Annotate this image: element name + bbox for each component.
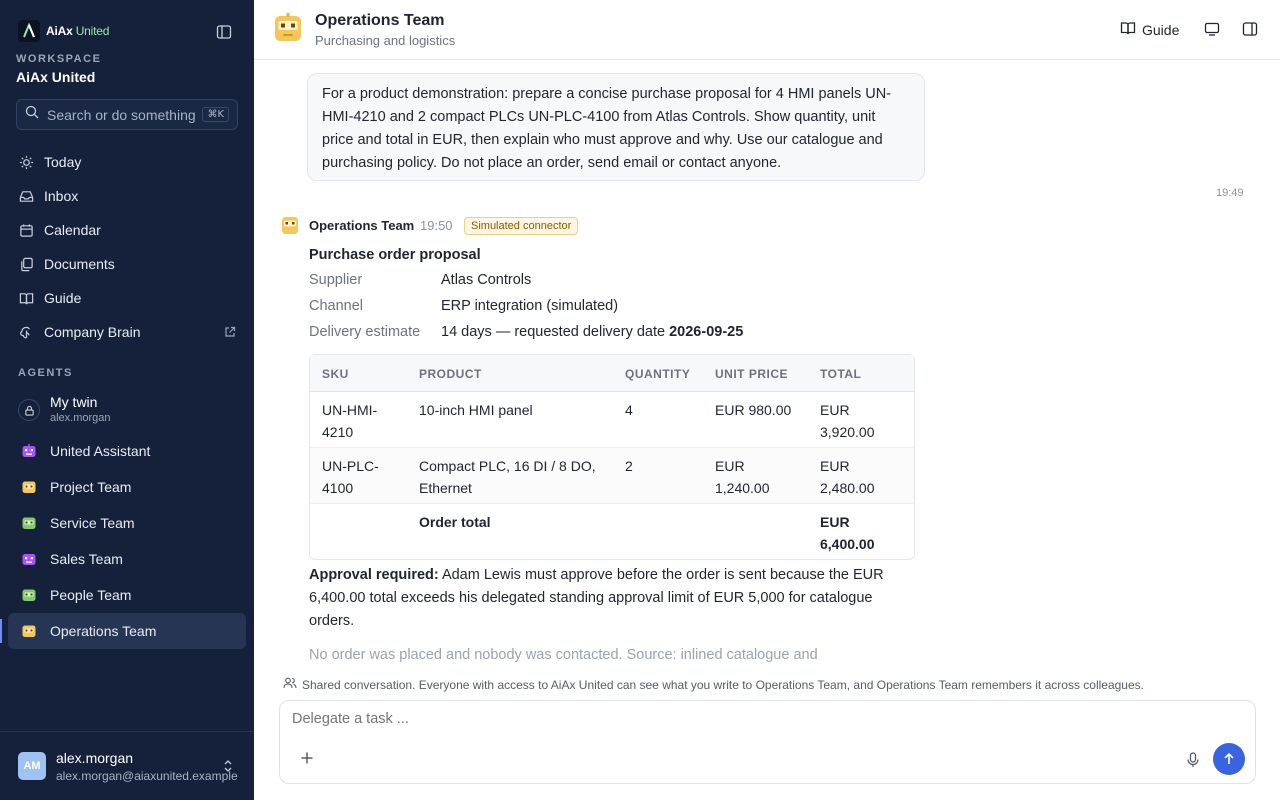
composer [279,700,1256,784]
cell-unit-price: EUR 980.00 [715,402,792,418]
robot-avatar-icon [20,586,38,604]
cell-total: EUR 2,480.00 [820,458,875,496]
arrow-up-icon [1222,752,1236,766]
delivery-label: Delivery estimate [309,324,421,340]
page-title: Operations Team [315,12,445,29]
cell-product: 10-inch HMI panel [419,402,533,418]
brand-name: AiAx United [46,24,110,38]
twin-name: My twin [50,394,98,410]
robot-avatar-icon [20,622,38,640]
channel-value: ERP integration (simulated) [441,298,619,314]
agent-label: People Team [50,587,132,603]
column-header: SKU [322,367,349,381]
right-panel-icon[interactable] [1241,20,1259,38]
nav-label: Calendar [44,222,101,238]
column-header: UNIT PRICE [715,367,789,381]
cell-quantity: 4 [625,402,633,418]
cell-product: Compact PLC, 16 DI / 8 DO, Ethernet [419,458,596,496]
book-icon [18,290,34,306]
workspace-label: WORKSPACE [16,53,102,65]
agents-label: AGENTS [18,367,73,379]
search-icon [25,105,39,124]
table-row [310,448,914,504]
nav-label: Documents [44,256,115,272]
proposal-title: Purchase order proposal [309,247,481,263]
column-header: TOTAL [820,367,862,381]
agent-label: Sales Team [50,551,123,567]
agent-service-team[interactable] [8,505,246,541]
twin-handle: alex.morgan [50,412,111,424]
robot-avatar-icon [20,550,38,568]
chevron-updown-icon [222,759,234,778]
plus-icon[interactable] [298,749,316,767]
search-box[interactable] [16,99,238,130]
people-icon [283,676,297,693]
delivery-value: 14 days — requested delivery date 2026-09-25 [441,324,744,340]
approval-label: Approval required: [309,567,439,583]
order-total-value: EUR 6,400.00 [820,514,875,552]
calendar-icon [18,222,34,238]
send-button[interactable] [1213,743,1245,775]
agent-label: Service Team [50,515,135,531]
robot-avatar-icon [20,478,38,496]
agent-my-twin[interactable] [8,387,246,433]
search-shortcut: ⌘K [202,107,229,122]
lock-icon [18,399,40,421]
search-input[interactable]: Search or do something [47,106,196,123]
chat-header [254,0,1280,60]
cell-quantity: 2 [625,458,633,474]
nav-item-inbox[interactable] [8,179,246,213]
user-name: alex.morgan [56,750,134,766]
brand-mark-icon [18,20,40,42]
table-header [310,355,914,392]
approval-text: Adam Lewis must approve before the order is sent because the EUR 6,400.00 total exceeds his delegated standing approval limit of EUR 5,000 for catalogue orders. [309,567,884,629]
disclaimer-text: No order was placed and nobody was contacted. Source: inlined catalogue and [309,647,818,663]
page-subtitle: Purchasing and logistics [315,33,456,48]
guide-label: Guide [1142,21,1180,38]
book-icon [1120,20,1136,39]
order-table [309,354,915,560]
documents-icon [18,256,34,272]
supplier-value: Atlas Controls [441,272,532,288]
delivery-date: 2026-09-25 [669,324,744,340]
shared-notice-text: Shared conversation. Everyone with access to AiAx United can see what you write to Operations Team, and Operations Team remembers it across colleagues. [302,677,1144,692]
nav-item-documents[interactable] [8,247,246,281]
task-input[interactable] [292,711,1192,727]
nav-item-today[interactable] [8,145,246,179]
nav-item-calendar[interactable] [8,213,246,247]
channel-label: Channel [309,298,364,314]
user-email: alex.morgan@aiaxunited.example [56,769,238,783]
column-header: PRODUCT [419,367,482,381]
main-nav [8,145,246,349]
bot-name: Operations Team [309,218,415,233]
cell-sku: UN-HMI-4210 [322,402,378,440]
agent-label: Operations Team [50,623,157,639]
avatar: AM [18,752,46,780]
collapse-sidebar-icon[interactable] [214,22,234,42]
workspace-name[interactable]: AiAx United [16,69,96,85]
cell-unit-price: EUR 1,240.00 [715,458,770,496]
sun-icon [18,154,34,170]
bot-message-time: 19:50 [420,218,453,233]
monitor-icon[interactable] [1203,20,1221,38]
bot-avatar-icon [281,215,299,235]
status-badge: Simulated connector [464,217,578,235]
agent-people-team[interactable] [8,577,246,613]
approval-note [309,564,919,633]
table-total-row [310,504,914,560]
agent-united-assistant[interactable] [8,433,246,469]
nav-item-company-brain[interactable] [8,315,246,349]
cell-total: EUR 3,920.00 [820,402,875,440]
agent-project-team[interactable] [8,469,246,505]
brain-icon [18,324,34,340]
order-total-label: Order total [419,514,491,530]
external-link-icon [224,325,236,341]
inbox-icon [18,188,34,204]
user-message-time: 19:49 [1216,187,1244,199]
sidebar [0,0,254,800]
nav-label: Today [44,154,82,170]
user-menu[interactable] [0,731,254,800]
agent-sales-team[interactable] [8,541,246,577]
user-message: For a product demonstration: prepare a concise purchase proposal for 4 HMI panels UN-HMI-4210 and 2 compact PLCs UN-PLC-4100 from Atlas Controls. Show quantity, unit price and total in EUR, then explain who must approve and why. Use our catalogue and purchasing policy. Do not place an order, send email or contact anyone. [307,73,925,181]
table-row [310,392,914,448]
column-header: QUANTITY [625,367,691,381]
robot-avatar-icon [20,442,38,460]
shared-notice [283,676,1144,693]
supplier-label: Supplier [309,272,363,288]
nav-item-guide[interactable] [8,281,246,315]
nav-label: Guide [44,290,82,306]
agent-label: Project Team [50,479,132,495]
nav-label: Company Brain [44,324,141,340]
team-avatar-icon [274,13,302,43]
robot-avatar-icon [20,514,38,532]
brand-logo[interactable] [18,20,109,42]
microphone-icon[interactable] [1184,751,1202,769]
cell-sku: UN-PLC-4100 [322,458,379,496]
agents-list [8,387,246,649]
nav-label: Inbox [44,188,79,204]
agent-label: United Assistant [50,443,151,459]
guide-button[interactable] [1120,20,1179,39]
agent-operations-team[interactable] [8,613,246,649]
